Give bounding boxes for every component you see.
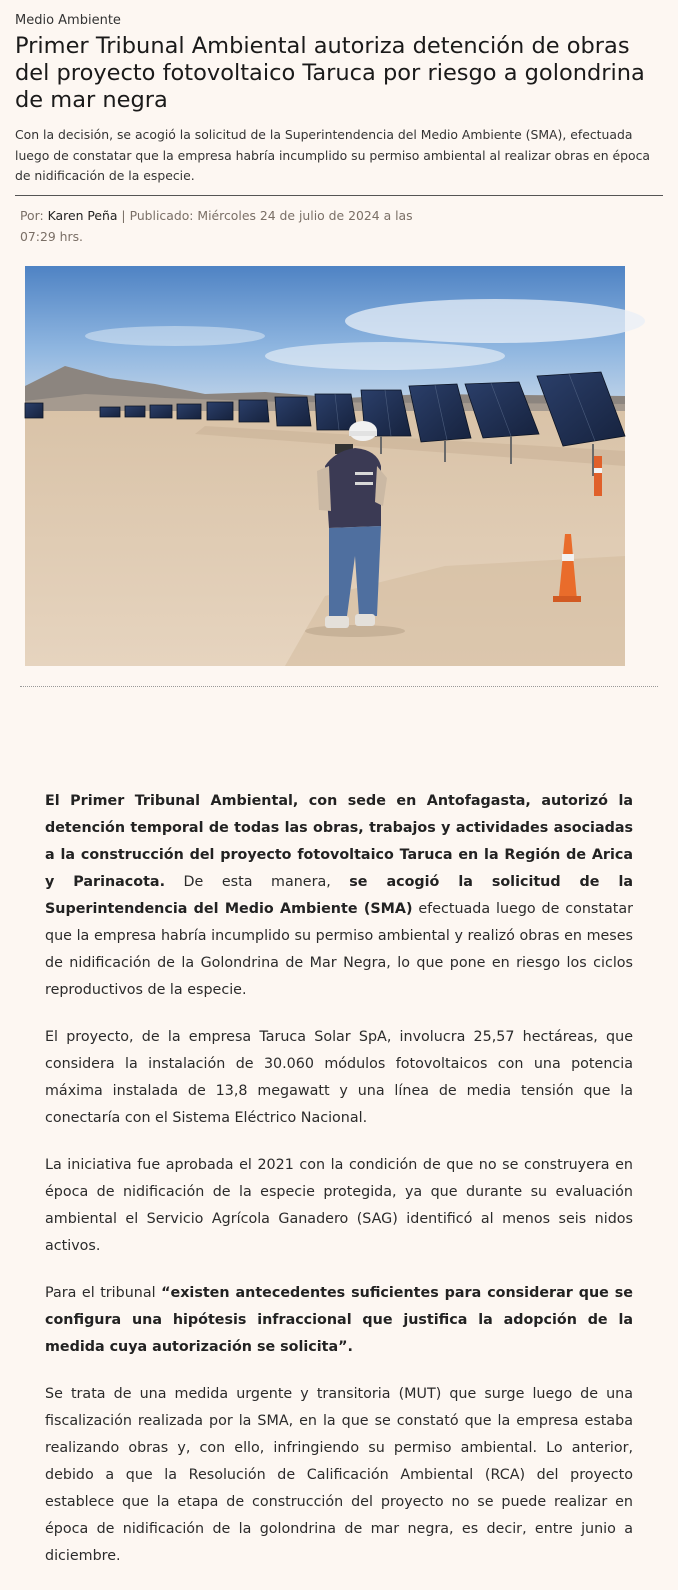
article-summary: Con la decisión, se acogió la solicitud de la Superintendencia del Medio Ambiente (SMA), efectuada luego de constatar que la empresa habría incumplido su permiso ambiental al realizar obras en época de nidificación de la especie. — [15, 127, 650, 183]
p1-text-2: efectuada luego de constatar que la empresa habría incumplido su permiso ambiental y realizó obras en meses de nidificación de la Golondrina de Mar Negra, lo que pone en riesgo los ciclos reproductivos de la especie. — [45, 901, 633, 998]
header-divider — [15, 195, 663, 196]
article-photo — [25, 266, 625, 666]
byline-by-label: Por: — [20, 208, 44, 223]
byline-separator: | — [121, 208, 126, 223]
article-title: Primer Tribunal Ambiental autoriza detención de obras del proyecto fotovoltaico Taruca por riesgo a golondrina de mar negra — [15, 33, 645, 113]
paragraph-4 — [45, 1280, 633, 1361]
published-label: Publicado: — [129, 208, 194, 223]
photo-divider — [20, 686, 658, 687]
paragraph-2: El proyecto, de la empresa Taruca Solar SpA, involucra 25,57 hectáreas, que considera la instalación de 30.060 módulos fotovoltaicos con una potencia máxima instalada de 13,8 megawatt y una línea de media tensión que la conectaría con el Sistema Eléctrico Nacional. — [45, 1029, 633, 1126]
p1-bold-1: El Primer Tribunal Ambiental, con sede en Antofagasta, autorizó la detención temporal de todas las obras, trabajos y actividades asociadas a la construcción del proyecto fotovoltaico Taruca en la Región de Arica y Parinacota. — [45, 793, 633, 890]
published-date: Miércoles 24 de julio de 2024 a las 07:29 hrs. — [20, 208, 413, 244]
p1-bold-2: se acogió la solicitud de la Superintendencia del Medio Ambiente (SMA) — [45, 874, 634, 917]
author-name[interactable]: Karen Peña — [47, 208, 118, 223]
article-body — [45, 788, 633, 1590]
paragraph-5: Se trata de una medida urgente y transitoria (MUT) que surge luego de una fiscalización realizada por la SMA, en la que se constató que la empresa estaba realizando obras y, con ello, infringiendo su permiso ambiental. Lo anterior, debido a que la Resolución de Calificación Ambiental (RCA) del proyecto establece que la etapa de construcción del proyecto no se puede realizar en época de nidificación de la golondrina de mar negra, es decir, entre junio a diciembre. — [45, 1386, 633, 1564]
p4-bold-quote: “existen antecedentes suficientes para considerar que se configura una hipótesis infraccional que justifica la adopción de la medida cuya autorización se solicita”. — [45, 1285, 633, 1355]
paragraph-3: La iniciativa fue aprobada el 2021 con la condición de que no se construyera en época de nidificación de la especie protegida, ya que durante su evaluación ambiental el Servicio Agrícola Ganadero (SAG) identificó al menos seis nidos activos. — [45, 1157, 633, 1254]
section-label[interactable]: Medio Ambiente — [15, 13, 121, 28]
paragraph-1 — [45, 788, 633, 1004]
byline — [20, 206, 450, 247]
p1-text-1: De esta manera, — [165, 874, 350, 890]
p4-text-1: Para el tribunal — [45, 1285, 162, 1301]
